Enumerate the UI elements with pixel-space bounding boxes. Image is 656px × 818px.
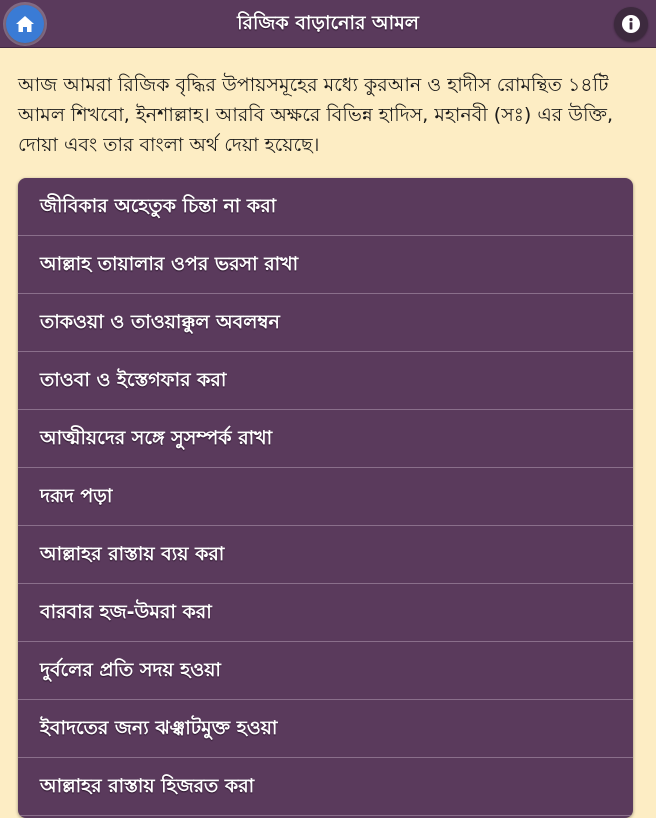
- list-item[interactable]: জীবিকার অহেতুক চিন্তা না করা: [18, 178, 633, 236]
- info-button[interactable]: [614, 7, 648, 41]
- list-item[interactable]: বারবার হজ-উমরা করা: [18, 584, 633, 642]
- list-item[interactable]: আত্মীয়দের সঙ্গে সুসম্পর্ক রাখা: [18, 410, 633, 468]
- list-item[interactable]: আল্লাহর রাস্তায় হিজরত করা: [18, 758, 633, 816]
- page-title: রিজিক বাড়ানোর আমল: [237, 12, 419, 34]
- list-item[interactable]: তাকওয়া ও তাওয়াক্কুল অবলম্বন: [18, 294, 633, 352]
- amal-list: [18, 178, 633, 818]
- list-item[interactable]: দরূদ পড়া: [18, 468, 633, 526]
- list-item[interactable]: তাওবা ও ইস্তেগফার করা: [18, 352, 633, 410]
- info-icon: [621, 14, 641, 34]
- intro-text: আজ আমরা রিজিক বৃদ্ধির উপায়সমূহের মধ্যে কুরআন ও হাদীস রোমন্থিত ১৪টি আমল শিখবো, ইনশাল্লাহ। আরবি অক্ষরে বিভিন্ন হাদিস, মহানবী (সঃ) এর উক্তি, দোয়া এবং তার বাংলা অর্থ দেয়া হয়েছে।: [18, 74, 613, 156]
- list-item[interactable]: আল্লাহ তায়ালার ওপর ভরসা রাখা: [18, 236, 633, 294]
- list-item[interactable]: দুর্বলের প্রতি সদয় হওয়া: [18, 642, 633, 700]
- list-item[interactable]: ইবাদতের জন্য ঝঞ্ঝাটমুক্ত হওয়া: [18, 700, 633, 758]
- list-item[interactable]: আল্লাহর রাস্তায় ব্যয় করা: [18, 526, 633, 584]
- app-header: [0, 0, 656, 48]
